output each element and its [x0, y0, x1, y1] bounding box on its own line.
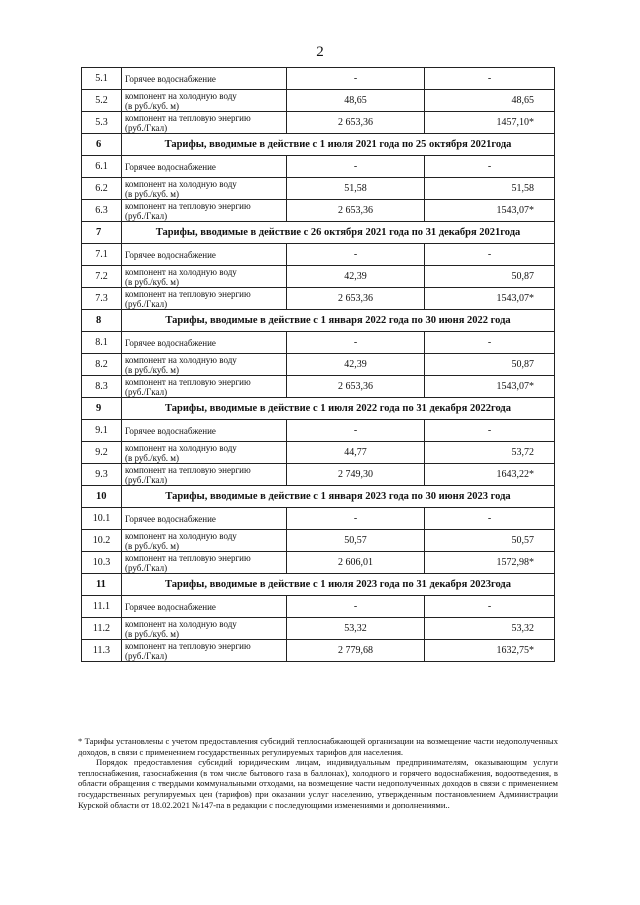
table-row	[82, 530, 555, 552]
value-col-1: -	[287, 332, 425, 354]
value-col-2: -	[425, 68, 555, 90]
row-name: компонент на холодную воду (в руб./куб. м)	[122, 266, 287, 288]
row-number: 8.2	[82, 354, 122, 376]
notes	[78, 736, 558, 810]
value-col-1: 42,39	[287, 354, 425, 376]
value-col-2: 1543,07*	[425, 288, 555, 310]
row-name: компонент на тепловую энергию (руб./Гкал)	[122, 464, 287, 486]
section-title: Тарифы, вводимые в действие с 26 октября 2021 года по 31 декабря 2021года	[122, 222, 555, 244]
value-col-1: 2 749,30	[287, 464, 425, 486]
row-name: компонент на тепловую энергию (руб./Гкал)	[122, 552, 287, 574]
row-number: 9.3	[82, 464, 122, 486]
value-col-1: -	[287, 596, 425, 618]
table-row	[82, 68, 555, 90]
value-col-1: -	[287, 244, 425, 266]
value-col-1: 2 779,68	[287, 640, 425, 662]
table-row	[82, 596, 555, 618]
table-row	[82, 618, 555, 640]
value-col-1: -	[287, 508, 425, 530]
value-col-1: 2 653,36	[287, 376, 425, 398]
row-name: Горячее водоснабжение	[122, 596, 287, 618]
value-col-2: 50,87	[425, 354, 555, 376]
value-col-2: 53,72	[425, 442, 555, 464]
row-number: 5.2	[82, 90, 122, 112]
row-name: компонент на холодную воду (в руб./куб. м)	[122, 90, 287, 112]
row-name: Горячее водоснабжение	[122, 508, 287, 530]
value-col-2: -	[425, 596, 555, 618]
row-name: компонент на тепловую энергию (руб./Гкал)	[122, 200, 287, 222]
value-col-2: 1543,07*	[425, 200, 555, 222]
row-name: компонент на тепловую энергию (руб./Гкал)	[122, 640, 287, 662]
value-col-2: 50,87	[425, 266, 555, 288]
value-col-2: 1643,22*	[425, 464, 555, 486]
row-name: Горячее водоснабжение	[122, 68, 287, 90]
row-number: 8.1	[82, 332, 122, 354]
section-number: 10	[82, 486, 122, 508]
row-number: 6.3	[82, 200, 122, 222]
row-number: 5.1	[82, 68, 122, 90]
row-number: 10.1	[82, 508, 122, 530]
table-row	[82, 640, 555, 662]
row-name: Горячее водоснабжение	[122, 244, 287, 266]
value-col-1: 2 653,36	[287, 112, 425, 134]
table-row	[82, 178, 555, 200]
value-col-2: -	[425, 332, 555, 354]
row-number: 11.1	[82, 596, 122, 618]
section-number: 6	[82, 134, 122, 156]
value-col-2: 1632,75*	[425, 640, 555, 662]
table-row	[82, 376, 555, 398]
table-row	[82, 354, 555, 376]
row-name: компонент на тепловую энергию (руб./Гкал)	[122, 376, 287, 398]
row-name: компонент на холодную воду (в руб./куб. м)	[122, 354, 287, 376]
section-title: Тарифы, вводимые в действие с 1 января 2022 года по 30 июня 2022 года	[122, 310, 555, 332]
row-name: компонент на холодную воду (в руб./куб. м)	[122, 178, 287, 200]
table-row	[82, 464, 555, 486]
row-number: 6.2	[82, 178, 122, 200]
table-row	[82, 332, 555, 354]
row-name: компонент на тепловую энергию (руб./Гкал)	[122, 288, 287, 310]
row-name: Горячее водоснабжение	[122, 156, 287, 178]
section-header-row	[82, 398, 555, 420]
table-row	[82, 266, 555, 288]
section-header-row	[82, 134, 555, 156]
value-col-1: 2 653,36	[287, 288, 425, 310]
value-col-2: 48,65	[425, 90, 555, 112]
section-title: Тарифы, вводимые в действие с 1 января 2023 года по 30 июня 2023 года	[122, 486, 555, 508]
table-row	[82, 288, 555, 310]
value-col-1: 2 606,01	[287, 552, 425, 574]
table-row	[82, 244, 555, 266]
row-number: 7.3	[82, 288, 122, 310]
row-number: 7.2	[82, 266, 122, 288]
row-number: 10.3	[82, 552, 122, 574]
row-name: компонент на тепловую энергию (руб./Гкал)	[122, 112, 287, 134]
row-name: компонент на холодную воду (в руб./куб. м)	[122, 530, 287, 552]
section-header-row	[82, 222, 555, 244]
table-row	[82, 552, 555, 574]
value-col-2: 1543,07*	[425, 376, 555, 398]
table-row	[82, 508, 555, 530]
value-col-1: 48,65	[287, 90, 425, 112]
section-number: 8	[82, 310, 122, 332]
table-row	[82, 156, 555, 178]
row-number: 11.2	[82, 618, 122, 640]
section-header-row	[82, 574, 555, 596]
section-title: Тарифы, вводимые в действие с 1 июля 2023 года по 31 декабря 2023года	[122, 574, 555, 596]
value-col-1: 51,58	[287, 178, 425, 200]
table-row	[82, 442, 555, 464]
section-title: Тарифы, вводимые в действие с 1 июля 2021 года по 25 октября 2021года	[122, 134, 555, 156]
section-header-row	[82, 310, 555, 332]
row-number: 9.1	[82, 420, 122, 442]
row-number: 8.3	[82, 376, 122, 398]
value-col-1: 42,39	[287, 266, 425, 288]
value-col-1: -	[287, 156, 425, 178]
value-col-1: 53,32	[287, 618, 425, 640]
row-name: компонент на холодную воду (в руб./куб. м)	[122, 618, 287, 640]
value-col-1: 50,57	[287, 530, 425, 552]
value-col-2: -	[425, 244, 555, 266]
value-col-2: 50,57	[425, 530, 555, 552]
value-col-1: 2 653,36	[287, 200, 425, 222]
page-number: 2	[316, 44, 324, 60]
subsidy-paragraph: Порядок предоставления субсидий юридическим лицам, индивидуальным предпринимателям, оказывающим услуги теплоснабжения, газоснабжения (в том числе бытового газа в баллонах), холодного и горячего водоснабжения, водоотведения, в области обращения с твердыми коммунальными отходами, на возмещение части недополученных доходов в связи с применением государственных регулируемых цен (тарифов) при оказании услуг населению, утвержденным постановлением Администрации Курской области от 18.02.2021 №147-па в редакции с последующими изменениями и дополнениями..	[78, 757, 558, 810]
value-col-2: 1572,98*	[425, 552, 555, 574]
section-header-row	[82, 486, 555, 508]
row-number: 10.2	[82, 530, 122, 552]
value-col-1: 44,77	[287, 442, 425, 464]
section-number: 9	[82, 398, 122, 420]
value-col-2: -	[425, 420, 555, 442]
value-col-2: -	[425, 156, 555, 178]
section-number: 11	[82, 574, 122, 596]
row-number: 9.2	[82, 442, 122, 464]
row-name: компонент на холодную воду (в руб./куб. м)	[122, 442, 287, 464]
value-col-2: 53,32	[425, 618, 555, 640]
row-name: Горячее водоснабжение	[122, 420, 287, 442]
value-col-2: -	[425, 508, 555, 530]
section-number: 7	[82, 222, 122, 244]
row-number: 11.3	[82, 640, 122, 662]
table-row	[82, 90, 555, 112]
tariff-table	[81, 67, 555, 662]
value-col-2: 51,58	[425, 178, 555, 200]
table-row	[82, 200, 555, 222]
value-col-1: -	[287, 420, 425, 442]
row-name: Горячее водоснабжение	[122, 332, 287, 354]
value-col-2: 1457,10*	[425, 112, 555, 134]
row-number: 7.1	[82, 244, 122, 266]
footnote: * Тарифы установлены с учетом предоставления субсидий теплоснабжающей организации на возмещение части недополученных доходов, в связи с применением государственных регулируемых тарифов для населения.	[78, 736, 558, 757]
table-row	[82, 420, 555, 442]
row-number: 5.3	[82, 112, 122, 134]
section-title: Тарифы, вводимые в действие с 1 июля 2022 года по 31 декабря 2022года	[122, 398, 555, 420]
value-col-1: -	[287, 68, 425, 90]
row-number: 6.1	[82, 156, 122, 178]
table-row	[82, 112, 555, 134]
